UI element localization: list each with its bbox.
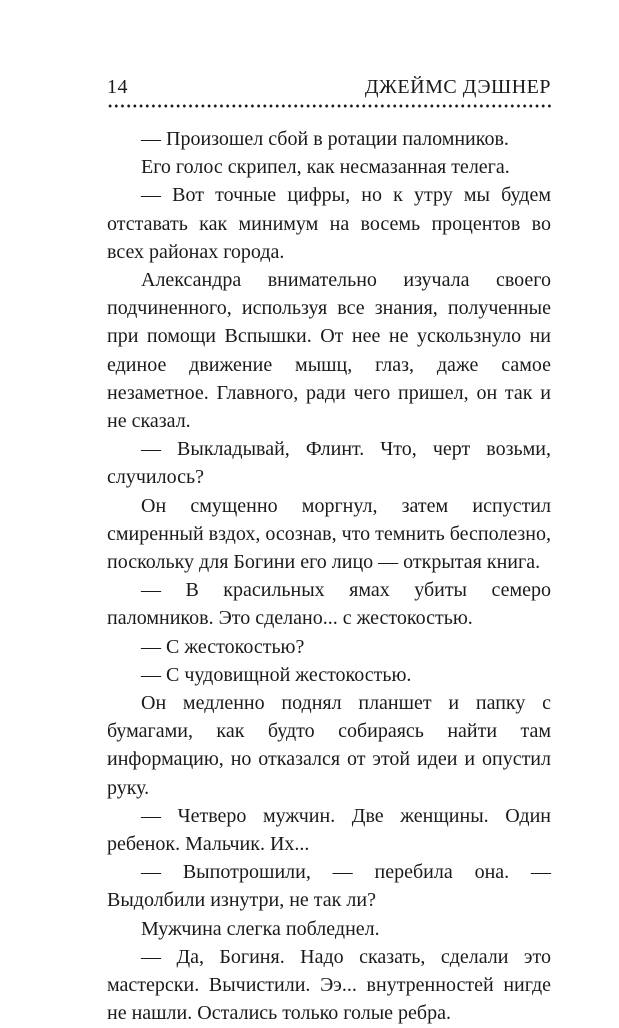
paragraph: — Вот точные цифры, но к утру мы будем отставать как минимум на восемь процентов во всех районах города. bbox=[107, 184, 551, 263]
paragraph: Александра внимательно изучала своего подчиненного, используя все знания, полученные при помощи Вспышки. От нее не ускользнуло ни единое движение мышц, глаз, даже самое незаметное. Главного, ради чего пришел, он так и не сказал. bbox=[107, 269, 551, 433]
paragraph: — Выпотрошили, — перебила она. — Выдолбили изнутри, не так ли? bbox=[107, 861, 551, 912]
paragraph: Его голос скрипел, как несмазанная телега. bbox=[141, 156, 510, 179]
paragraph: — Да, Богиня. Надо сказать, сделали это мастерски. Вычистили. Ээ... внутренностей нигде не нашли. Остались только голые ребра. bbox=[107, 945, 551, 1025]
dotted-rule bbox=[107, 104, 551, 108]
paragraph: — С чудовищной жестокостью. bbox=[141, 663, 412, 686]
paragraph: — В красильных ямах убиты семеро паломников. Это сделано... с жестокостью. bbox=[107, 579, 551, 630]
paragraph: — Выкладывай, Флинт. Что, черт возьми, случилось? bbox=[107, 438, 551, 489]
paragraph: Он медленно поднял планшет и папку с бумагами, как будто собираясь найти там информацию, но отказался от этой идеи и опустил руку. bbox=[107, 692, 551, 799]
body-text bbox=[107, 125, 551, 1028]
paragraph: Он смущенно моргнул, затем испустил смиренный вздох, осознав, что темнить бесполезно, поскольку для Богини его лицо — открытая книга. bbox=[107, 494, 552, 574]
paragraph: — Произошел сбой в ротации паломников. bbox=[141, 128, 509, 150]
paragraph: — С жестокостью? bbox=[141, 635, 305, 658]
paragraph: Мужчина слегка побледнел. bbox=[141, 917, 380, 940]
author-name: ДЖЕЙМС ДЭШНЕР bbox=[364, 76, 551, 98]
running-header bbox=[107, 76, 551, 102]
paragraph: — Четверо мужчин. Две женщины. Один ребенок. Мальчик. Их... bbox=[107, 804, 551, 856]
page-number: 14 bbox=[107, 76, 128, 98]
